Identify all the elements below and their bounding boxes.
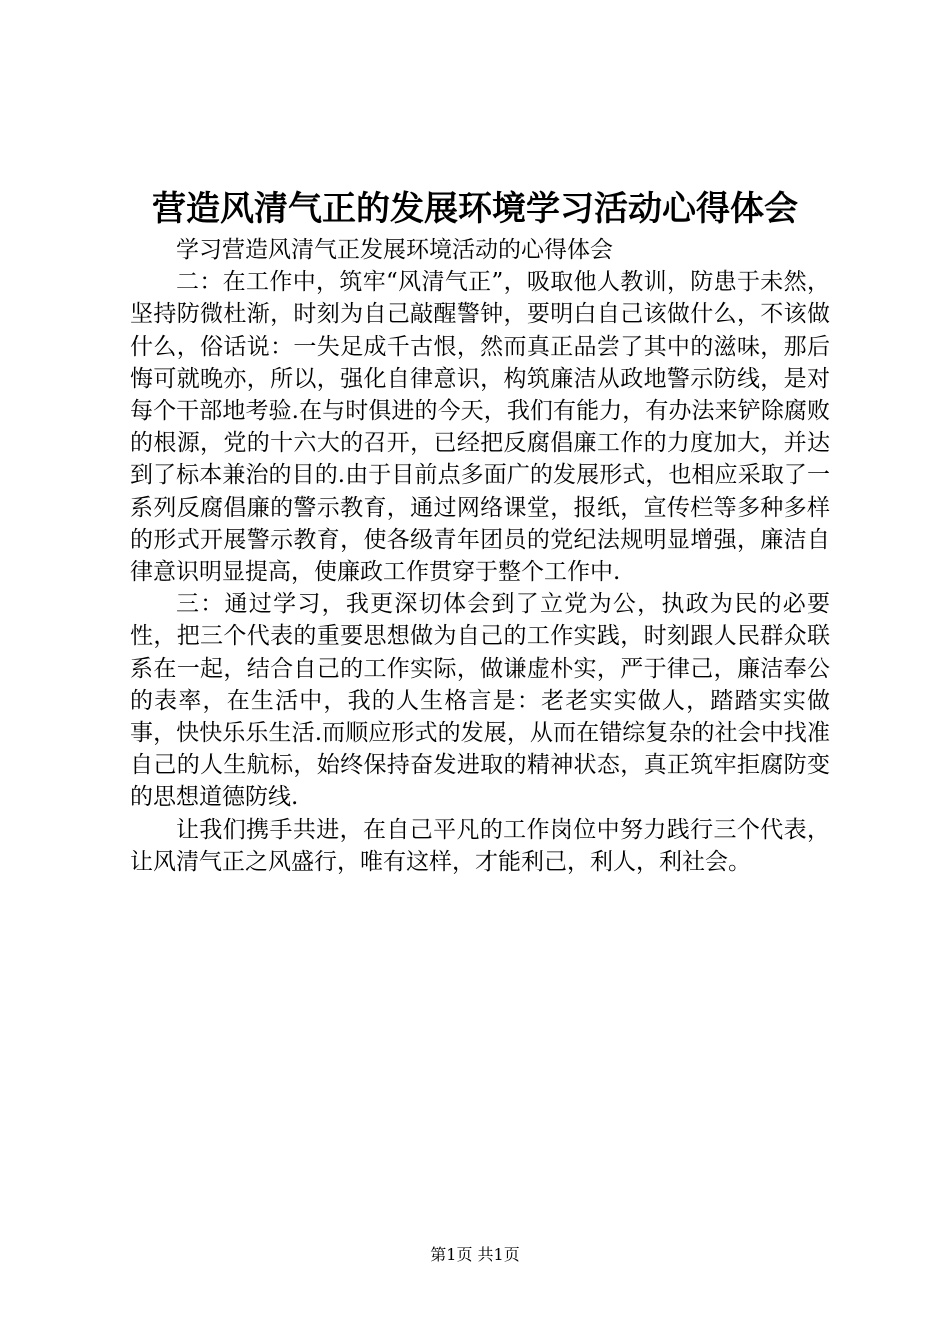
document-title: 营造风清气正的发展环境学习活动心得体会 — [152, 189, 798, 229]
page-footer: 第1页 共1页 — [430, 1245, 520, 1264]
paragraph-two: 二：在工作中，筑牢“风清气正”，吸取他人教训，防患于未然，坚持防微杜渐，时刻为自己敲醒警钟，要明白自己该做什么，不该做什么，俗话说：一失足成千古恨，然而真正品尝了其中的滋味，那后悔可就晚亦，所以，强化自律意识，构筑廉洁从政地警示防线，是对每个干部地考验.在与时俱进的今天，我们有能力，有办法来铲除腐败的根源，党的十六大的召开，已经把反腐倡廉工作的力度加大，并达到了标本兼治的目的.由于目前点多面广的发展形式，也相应采取了一系列反腐倡廉的警示教育，通过网络课堂，报纸，宣传栏等多种多样的形式开展警示教育，使各级青年团员的党纪法规明显增强，廉洁自律意识明显提高，使廉政工作贯穿于整个工作中. — [130, 269, 830, 586]
paragraph-three: 三：通过学习，我更深切体会到了立党为公，执政为民的必要性，把三个代表的重要思想做为自己的工作实践，时刻跟人民群众联系在一起，结合自己的工作实际，做谦虚朴实，严于律己，廉洁奉公的表率，在生活中，我的人生格言是：老老实实做人，踏踏实实做事，快快乐乐生活.而顺应形式的发展，从而在错综复杂的社会中找准自己的人生航标，始终保持奋发进取的精神状态，真正筑牢拒腐防变的思想道德防线. — [130, 591, 830, 811]
paragraph-closing: 让我们携手共进，在自己平凡的工作岗位中努力践行三个代表，让风清气正之风盛行，唯有这样，才能利己，利人，利社会。 — [130, 816, 830, 875]
document-body — [130, 234, 830, 878]
subtitle-paragraph: 学习营造风清气正发展环境活动的心得体会 — [176, 237, 613, 263]
